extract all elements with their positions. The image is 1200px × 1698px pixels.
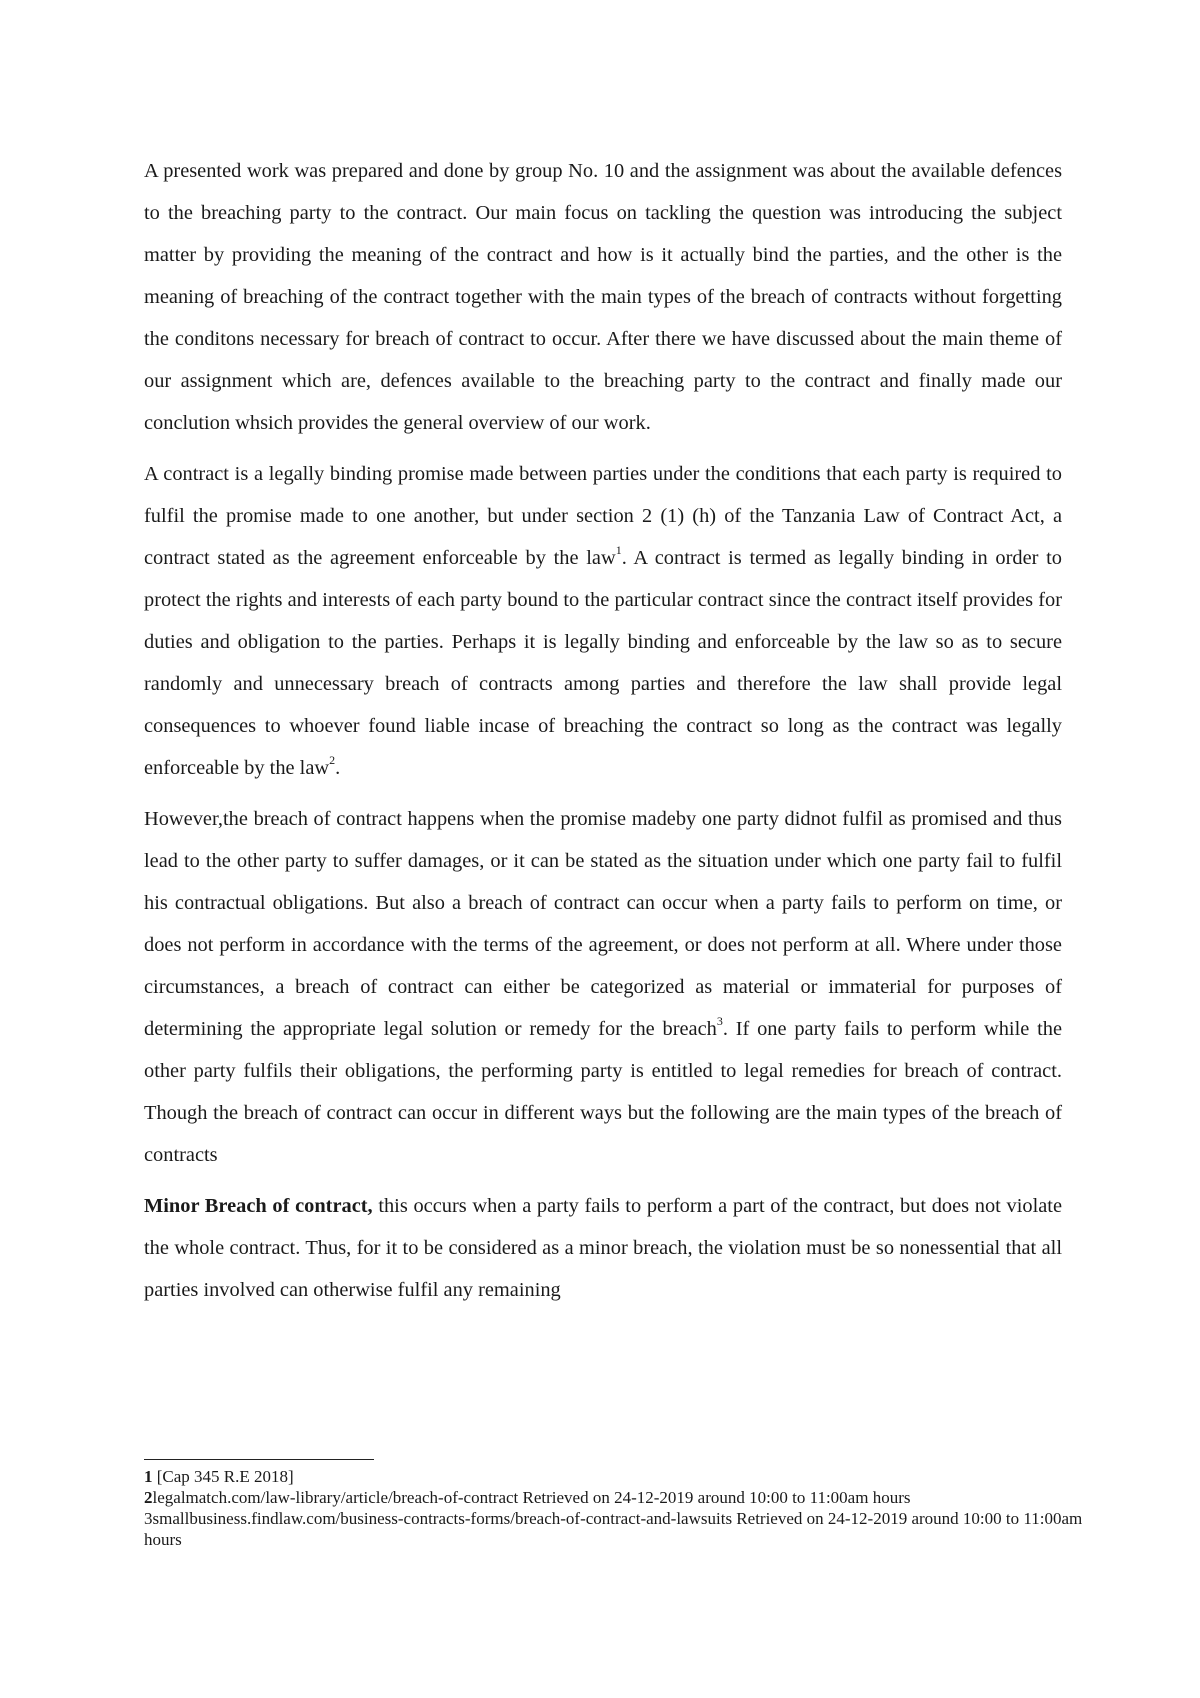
footnote-separator xyxy=(144,1459,374,1460)
footnote-text: [Cap 345 R.E 2018] xyxy=(152,1467,294,1486)
paragraph-text: . If one party fails to perform while the other party fulfils their obligations, the performing party is entitled to legal remedies for breach of contract. Though the breach of contract can occur in different ways but the following are the main types of the breach of contracts xyxy=(144,1018,1062,1166)
footnote-3 xyxy=(144,1508,1084,1550)
paragraph-text: . xyxy=(335,757,341,779)
footnote-1 xyxy=(144,1466,1084,1487)
footnote-number: 1 xyxy=(144,1467,153,1486)
footnote-2 xyxy=(144,1487,1084,1508)
footnote-number: 2 xyxy=(144,1488,153,1507)
paragraph-text: However,the breach of contract happens when the promise madeby one party didnot fulfil as promised and thus lead to the other party to suffer damages, or it can be stated as the situation under which one party fail to fulfil his contractual obligations. But also a breach of contract can occur when a party fails to perform on time, or does not perform in accordance with the terms of the agreement, or does not perform at all. Where under those circumstances, a breach of contract can either be categorized as material or immaterial for purposes of determining the appropriate legal solution or remedy for the breach xyxy=(144,808,1062,1040)
paragraph-text: A contract is a legally binding promise made between parties under the conditions that each party is required to fulfil the promise made to one another, but under section 2 (1) (h) of the Tanzania Law of Contract Act, a contract stated as the agreement enforceable by the law xyxy=(144,463,1062,569)
paragraph-text: this occurs when a party fails to perform a part of the contract, but does not violate the whole contract. Thus, for it to be considered as a minor breach, the violation must be so nonessential that all parties involved can otherwise fulfil any remaining xyxy=(144,1195,1062,1301)
footnote-number: 3 xyxy=(144,1509,153,1528)
document-body xyxy=(144,150,1062,1320)
footnote-ref-1[interactable]: 1 xyxy=(615,543,622,558)
paragraph-text: A presented work was prepared and done by group No. 10 and the assignment was about the available defences to the breaching party to the contract. Our main focus on tackling the question was introducing the subject matter by providing the meaning of the contract and how is it actually bind the parties, and the other is the meaning of breaching of the contract together with the main types of the breach of contracts without forgetting the conditons necessary for breach of contract to occur. After there we have discussed about the main theme of our assignment which are, defences available to the breaching party to the contract and finally made our conclution whsich provides the general overview of our work. xyxy=(144,160,1062,434)
paragraph-minor-breach xyxy=(144,1185,1062,1311)
footnote-ref-3[interactable]: 3 xyxy=(716,1014,723,1029)
paragraph-introduction xyxy=(144,150,1062,444)
footnote-text[interactable]: legalmatch.com/law-library/article/breach-of-contract Retrieved on 24-12-2019 around 10:00 to 11:00am hours xyxy=(152,1488,911,1507)
paragraph-contract-definition xyxy=(144,453,1062,789)
footnote-text[interactable]: smallbusiness.findlaw.com/business-contracts-forms/breach-of-contract-and-lawsuits Retrieved on 24-12-2019 around 10:00 to 11:00am hours xyxy=(144,1509,1083,1549)
footnote-ref-2[interactable]: 2 xyxy=(329,753,336,768)
section-heading-minor-breach: Minor Breach of contract, xyxy=(144,1195,373,1217)
footnotes xyxy=(144,1466,1084,1550)
paragraph-text: . A contract is termed as legally binding in order to protect the rights and interests of each party bound to the particular contract since the contract itself provides for duties and obligation to the parties. Perhaps it is legally binding and enforceable by the law so as to secure randomly and unnecessary breach of contracts among parties and therefore the law shall provide legal consequences to whoever found liable incase of breaching the contract so long as the contract was legally enforceable by the law xyxy=(144,547,1063,779)
paragraph-breach-definition xyxy=(144,798,1062,1176)
